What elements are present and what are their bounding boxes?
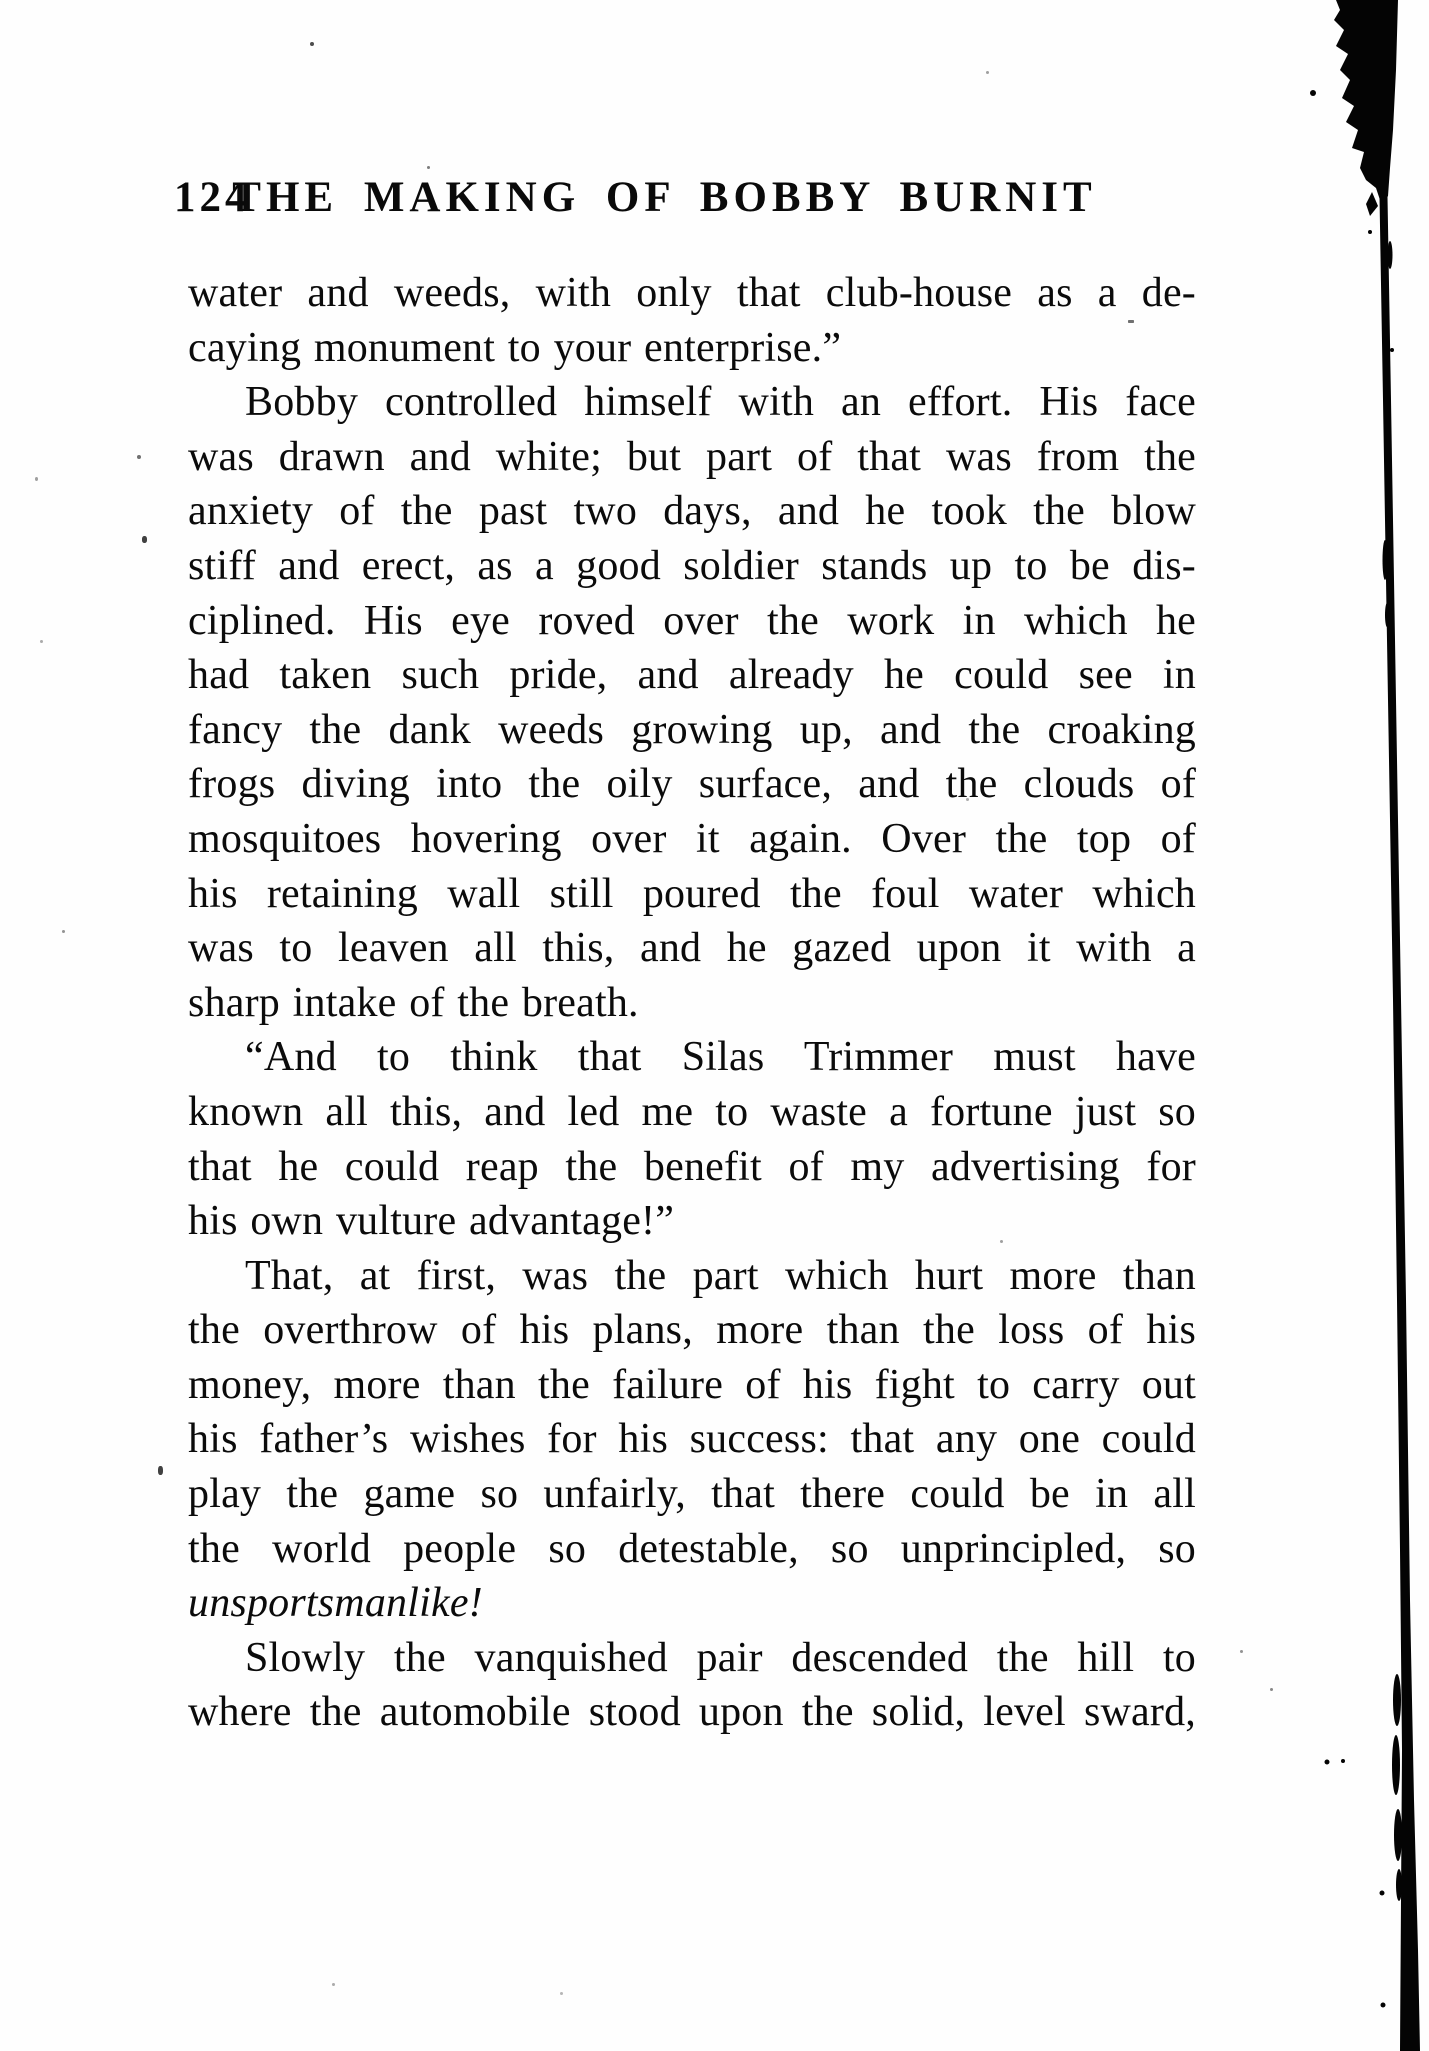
ink-speck [142, 536, 147, 543]
text-line: Slowly the vanquished pair descended the hill to [245, 1634, 1196, 1681]
text-line: money, more than the failure of his fight to carry out [188, 1361, 1196, 1408]
ink-speck [1240, 1650, 1243, 1653]
running-head [174, 170, 1196, 226]
body-text [188, 266, 1196, 1740]
text-line: mosquitoes hovering over it again. Over the top of [188, 815, 1196, 862]
text-line: his father’s wishes for his success: that any one could [188, 1416, 1196, 1463]
ink-speck [35, 477, 38, 481]
text-line: caying monument to your enterprise.” [188, 324, 842, 371]
ink-speck [137, 455, 141, 459]
text-line: stiff and erect, as a good soldier stands up to be dis- [188, 542, 1196, 589]
ink-speck [560, 1992, 563, 1995]
text-line: known all this, and led me to waste a fortune just so [188, 1088, 1196, 1135]
ink-speck [310, 42, 314, 46]
text-line: Bobby controlled himself with an effort. His face [245, 379, 1196, 426]
text-line: “And to think that Silas Trimmer must have [245, 1034, 1196, 1081]
text-line: That, at first, was the part which hurt more than [245, 1252, 1196, 1299]
ink-speck [158, 1466, 163, 1475]
text-line: fancy the dank weeds growing up, and the croaking [188, 706, 1196, 753]
text-line: the overthrow of his plans, more than the loss of his [188, 1307, 1196, 1354]
ink-speck [427, 166, 430, 169]
text-line: play the game so unfairly, that there could be in all [188, 1471, 1196, 1518]
text-line: was drawn and white; but part of that was from the [188, 433, 1196, 480]
text-line: anxiety of the past two days, and he took the blow [188, 488, 1196, 535]
text-line: water and weeds, with only that club-house as a de- [188, 270, 1196, 316]
text-line-italic: unsportsmanlike! [188, 1580, 483, 1627]
text-line: that he could reap the benefit of my advertising for [188, 1143, 1196, 1190]
ink-speck [966, 798, 969, 801]
text-line: had taken such pride, and already he could see in [188, 652, 1196, 699]
text-line: where the automobile stood upon the solid, level sward, [188, 1689, 1196, 1736]
page-number: 124 [174, 174, 251, 221]
text-line: was to leaven all this, and he gazed upon it with a [188, 925, 1196, 972]
ink-speck [40, 640, 43, 643]
running-title: THE MAKING OF BOBBY BURNIT [232, 174, 1097, 221]
text-line: ciplined. His eye roved over the work in which he [188, 597, 1196, 644]
text-line: the world people so detestable, so unprincipled, so [188, 1525, 1196, 1572]
ink-speck [1270, 1688, 1273, 1691]
ink-speck [62, 930, 65, 933]
text-line: his own vulture advantage!” [188, 1198, 675, 1245]
ink-speck [1000, 1240, 1003, 1243]
text-line: sharp intake of the breath. [188, 979, 639, 1026]
scan-edge-artifact [1300, 0, 1429, 2051]
text-line: frogs diving into the oily surface, and the clouds of [188, 761, 1196, 808]
ink-speck [332, 1983, 335, 1986]
ink-speck [1128, 320, 1134, 323]
scan-blob [1334, 0, 1398, 206]
text-line: his retaining wall still poured the foul water which [188, 870, 1196, 917]
ink-speck [986, 71, 989, 74]
